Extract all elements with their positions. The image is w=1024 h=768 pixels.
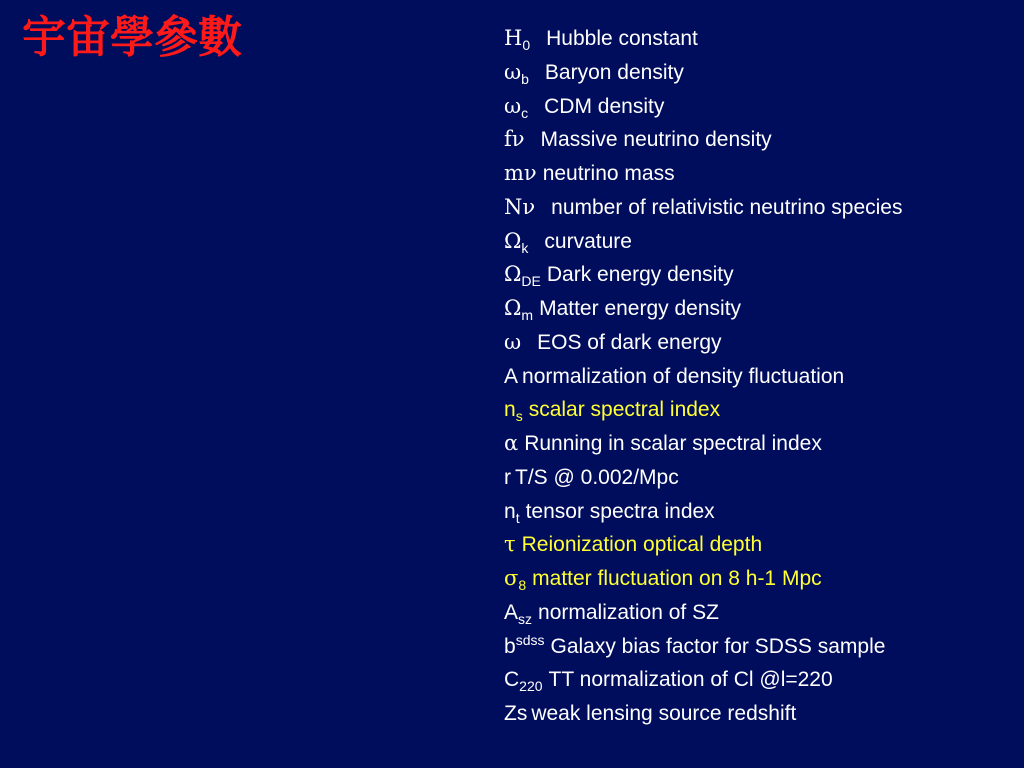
param-symbol: H xyxy=(504,26,523,50)
param-symbol: ω xyxy=(504,59,522,84)
param-reionization-optical-depth xyxy=(504,528,903,562)
param-subscript: k xyxy=(521,239,529,256)
param-superscript: sdss xyxy=(515,631,545,648)
param-symbol: Zs xyxy=(504,702,528,725)
param-description: weak lensing source redshift xyxy=(531,702,797,725)
param-symbol: fν xyxy=(504,127,525,152)
param-description: curvature xyxy=(544,229,632,253)
param-hubble-constant xyxy=(504,22,903,56)
param-tensor-scalar-ratio xyxy=(504,461,903,495)
param-description: Hubble constant xyxy=(546,27,698,50)
param-scalar-spectral-index xyxy=(504,393,903,427)
param-sz-normalization xyxy=(504,596,903,630)
param-description: Massive neutrino density xyxy=(540,128,772,152)
slide-title: 宇宙學參數 xyxy=(22,12,242,63)
param-subscript: 220 xyxy=(519,678,543,695)
param-description: neutrino mass xyxy=(542,162,675,185)
param-symbol: n xyxy=(504,398,516,422)
param-matter-energy-density xyxy=(504,292,903,326)
param-subscript: sz xyxy=(518,610,533,627)
param-neutrino-mass xyxy=(504,157,903,191)
param-running-spectral-index xyxy=(504,427,903,461)
param-normalization-density xyxy=(504,360,903,394)
param-description: EOS of dark energy xyxy=(537,330,722,354)
param-symbol: Ω xyxy=(504,296,522,320)
param-symbol: ω xyxy=(504,93,522,118)
param-description: normalization of SZ xyxy=(538,600,719,624)
param-matter-fluctuation xyxy=(504,562,903,596)
param-description: Running in scalar spectral index xyxy=(524,432,822,455)
param-galaxy-bias xyxy=(504,630,903,664)
param-symbol: b xyxy=(504,634,516,658)
param-description: number of relativistic neutrino species xyxy=(551,195,903,219)
param-symbol: r xyxy=(504,465,511,489)
param-subscript: s xyxy=(515,408,523,425)
param-description: TT normalization of Cl @l=220 xyxy=(548,668,833,692)
param-eos-dark-energy xyxy=(504,326,903,360)
param-symbol: n xyxy=(504,499,516,523)
param-subscript: c xyxy=(521,104,529,121)
param-symbol: A xyxy=(504,600,519,624)
param-subscript: b xyxy=(521,70,529,87)
param-symbol: Nν xyxy=(504,194,536,219)
param-lensing-redshift xyxy=(504,697,903,731)
param-symbol: α xyxy=(504,431,519,455)
param-symbol: σ xyxy=(504,566,519,590)
param-curvature xyxy=(504,225,903,259)
param-baryon-density xyxy=(504,56,903,90)
param-symbol: ω xyxy=(504,329,522,354)
param-description: CDM density xyxy=(544,94,665,118)
param-symbol: τ xyxy=(504,532,516,557)
param-subscript: DE xyxy=(521,273,541,290)
param-subscript: 8 xyxy=(518,577,527,593)
param-subscript: m xyxy=(521,307,534,323)
param-description: scalar spectral index xyxy=(528,398,721,422)
param-description: T/S @ 0.002/Mpc xyxy=(515,465,679,489)
parameter-list xyxy=(504,22,903,731)
param-dark-energy-density xyxy=(504,258,903,292)
param-description: Matter energy density xyxy=(539,297,742,320)
param-subscript: 0 xyxy=(522,37,531,53)
param-symbol: mν xyxy=(504,161,537,185)
param-massive-neutrino-density xyxy=(504,123,903,157)
param-neutrino-species xyxy=(504,191,903,225)
param-tt-normalization xyxy=(504,663,903,697)
param-subscript: t xyxy=(515,509,520,526)
param-description: Galaxy bias factor for SDSS sample xyxy=(550,634,886,658)
param-description: Baryon density xyxy=(544,60,684,84)
param-symbol: Ω xyxy=(504,262,522,287)
param-tensor-spectra-index xyxy=(504,495,903,529)
param-description: normalization of density fluctuation xyxy=(522,364,845,388)
param-symbol: Ω xyxy=(504,228,522,253)
param-description: tensor spectra index xyxy=(525,499,715,523)
param-description: matter fluctuation on 8 h-1 Mpc xyxy=(532,567,822,590)
param-cdm-density xyxy=(504,90,903,124)
param-symbol: A xyxy=(504,364,519,388)
param-symbol: C xyxy=(504,668,520,692)
param-description: Reionization optical depth xyxy=(521,533,763,557)
param-description: Dark energy density xyxy=(546,263,734,287)
